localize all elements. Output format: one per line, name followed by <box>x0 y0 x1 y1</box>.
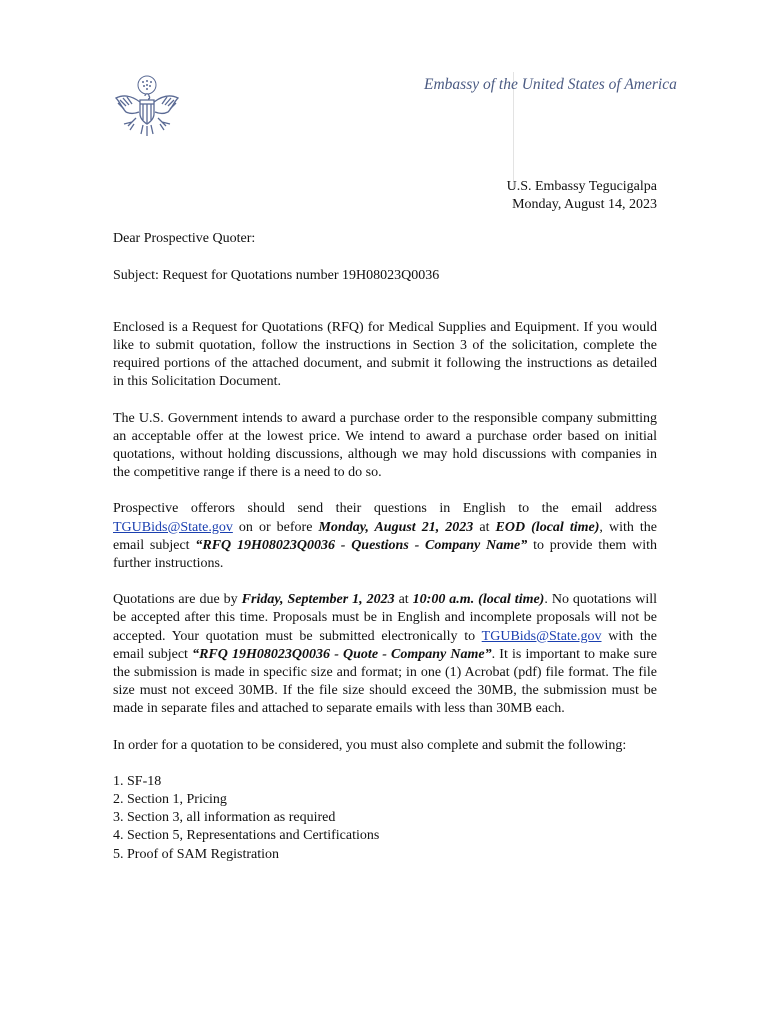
text-segment: at <box>394 592 413 608</box>
embassy-letterhead: Embassy of the United States of America <box>424 76 677 93</box>
questions-email-link[interactable]: TGUBids@State.gov <box>113 519 233 535</box>
list-item: 4. Section 5, Representations and Certifications <box>113 828 380 844</box>
list-item: 2. Section 1, Pricing <box>113 792 227 808</box>
great-seal-icon <box>112 72 182 142</box>
text-segment: . No quotations will be accepted after this time. Proposals must be in English and incomplete proposals will not be accepted. Your quotation must be submitted electronically to <box>113 592 658 644</box>
paragraph-due-date <box>113 591 657 718</box>
text-segment: Prospective offerors should send their questions in English to the email address <box>113 501 657 517</box>
letter-body <box>113 178 657 864</box>
sender-location: U.S. Embassy Tegucigalpa <box>506 179 657 194</box>
text-segment: , with the email subject <box>113 519 658 553</box>
paragraph-requirements-intro: In order for a quotation to be considered, you must also complete and submit the following: <box>113 737 627 753</box>
text-segment: . It is important to make sure the submission is made in specific size and format; in one (1) Acrobat (pdf) file format. The file size must not exceed 30MB. If the file size should exceed the 30MB, the submission must be made in separate files and attached to separate emails with less than 30MB each. <box>113 646 657 717</box>
paragraph-award: The U.S. Government intends to award a purchase order to the responsible company submitting an acceptable offer at the lowest price. We intend to award a purchase order based on initial quotations, without holding discussions, although we may hold discussions with companies in the competitive range if there is a need to do so. <box>113 410 657 481</box>
questions-deadline-time: EOD (local time) <box>495 519 600 535</box>
quotation-due-date: Friday, September 1, 2023 <box>241 592 395 608</box>
list-item: 3. Section 3, all information as required <box>113 810 336 826</box>
quotation-due-time: 10:00 a.m. (local time) <box>412 592 545 608</box>
salutation: Dear Prospective Quoter: <box>113 231 256 247</box>
text-segment: at <box>473 519 496 535</box>
list-item: 1. SF-18 <box>113 773 162 789</box>
letter-date: Monday, August 14, 2023 <box>512 197 657 213</box>
text-segment: on or before <box>232 519 319 535</box>
paragraph-questions <box>113 500 657 573</box>
questions-email-subject: “RFQ 19H08023Q0036 - Questions - Company Name” <box>195 537 528 553</box>
text-segment: to provide them with further instructions. <box>113 537 657 572</box>
requirements-list <box>113 773 657 864</box>
submission-email-subject: “RFQ 19H08023Q0036 - Quote - Company Name” <box>192 646 492 662</box>
paragraph-intro: Enclosed is a Request for Quotations (RFQ) for Medical Supplies and Equipment. If you would like to submit quotation, follow the instructions in Section 3 of the solicitation, complete the required portions of the attached document, and submit it following the instructions as detailed in this Solicitation Document. <box>113 319 657 390</box>
submission-email-link[interactable]: TGUBids@State.gov <box>481 628 602 644</box>
text-segment: Quotations are due by <box>113 592 242 608</box>
sender-block <box>113 178 657 214</box>
questions-deadline: Monday, August 21, 2023 <box>318 519 474 535</box>
list-item: 5. Proof of SAM Registration <box>113 846 280 862</box>
subject-line: Subject: Request for Quotations number 19H08023Q0036 <box>113 267 440 283</box>
text-segment: with the email subject <box>113 628 658 662</box>
